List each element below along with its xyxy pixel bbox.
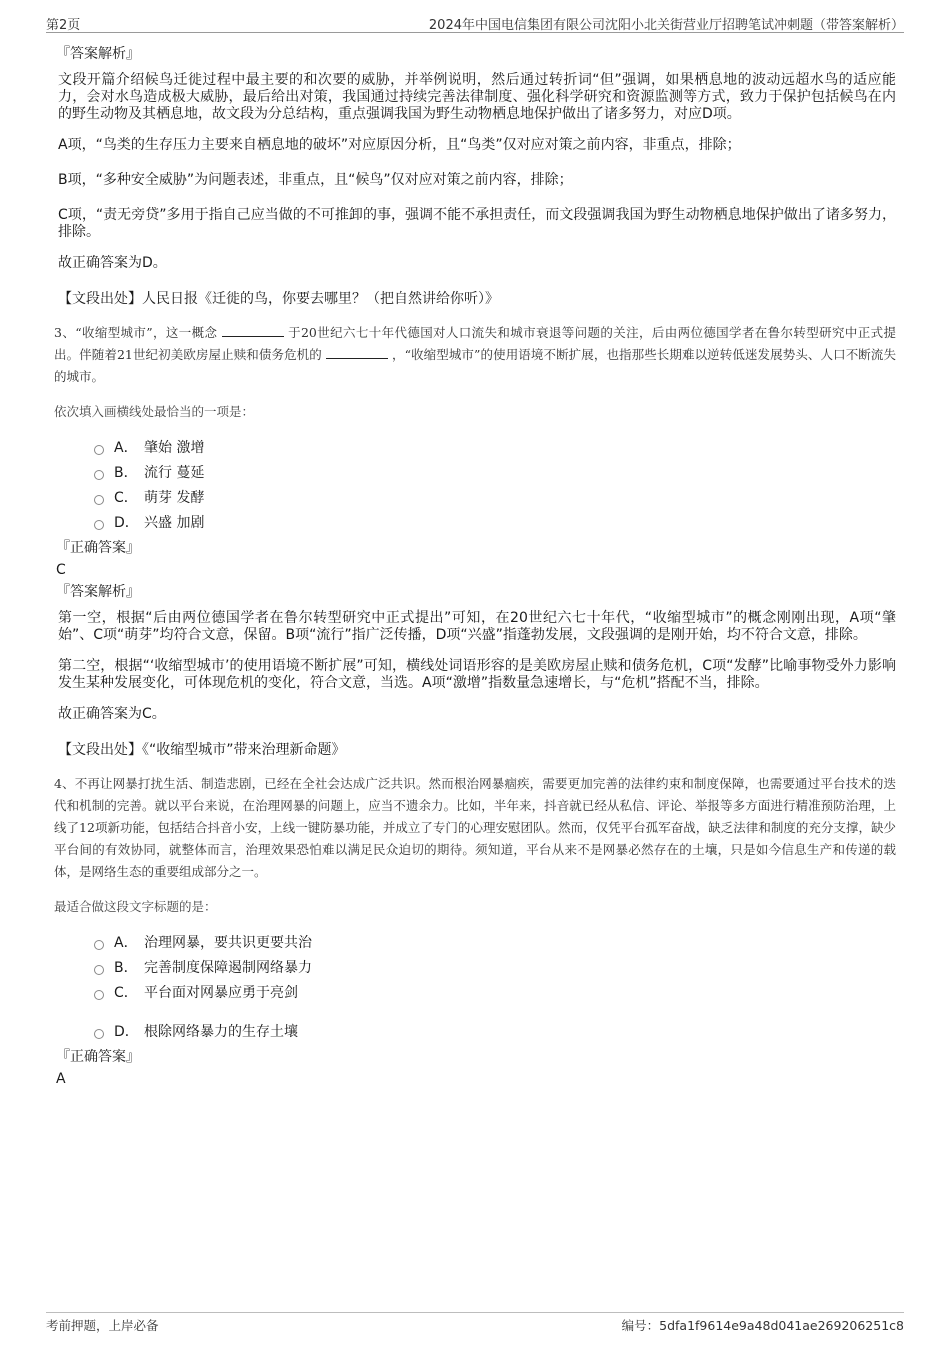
question-4-text: 4、不再让网暴打扰生活、制造悲剧，已经在全社会达成广泛共识。然而根治网暴痼疾，需要更加完善的法律约束和制度保障，也需要通过平台技术的迭代和机制的完善。就以平台来说，在治理网暴的问题上，应当不遗余力。比如，半年来，抖音就已经从私信、评论、举报等多方面进行精准预防治理，上线了12项新功能，包括结合抖音小安，上线一键防暴功能，并成立了专门的心理安慰团队。然而，仅凭平台孤军奋战，缺乏法律和制度的充分支撑，缺少平台间的有效协同，就整体而言，治理效果恐怕难以满足民众迫切的期待。须知道，平台从来不是网暴必然存在的土壤，只是如今信息生产和传递的载体，是网络生态的重要组成部分之一。 bbox=[54, 776, 896, 879]
analysis-paragraph: B项，“多种安全威胁”为问题表述，非重点，且“候鸟”仅对应对策之前内容，排除； bbox=[58, 172, 573, 188]
correct-answer: C bbox=[56, 562, 66, 578]
radio-icon[interactable] bbox=[94, 940, 104, 950]
analysis-tag: 『答案解析』 bbox=[56, 46, 140, 62]
analysis-tag: 『答案解析』 bbox=[56, 584, 140, 600]
fill-blank bbox=[326, 346, 388, 359]
correct-answer-tag: 『正确答案』 bbox=[56, 540, 140, 556]
page-content bbox=[54, 44, 896, 1091]
analysis-paragraph: 第一空，根据“后由两位德国学者在鲁尔转型研究中正式提出”可知，在20世纪六七十年代，“收缩型城市”的概念刚刚出现，A项“肇始”、C项“萌芽”均符合文意，保留。B项“流行”指广泛传播，D项“兴盛”指蓬勃发展，文段强调的是刚开始，均不符合文意，排除。 bbox=[58, 610, 896, 643]
radio-icon[interactable] bbox=[94, 990, 104, 1000]
question-3-prompt: 依次填入画横线处最恰当的一项是： bbox=[54, 404, 255, 419]
footer-slogan: 考前押题，上岸必备 bbox=[46, 1318, 159, 1333]
option-c[interactable]: C． 萌芽 发酵 bbox=[94, 484, 896, 509]
page-header bbox=[46, 12, 904, 33]
correct-answer-tag: 『正确答案』 bbox=[56, 1049, 140, 1065]
question-4-prompt: 最适合做这段文字标题的是： bbox=[54, 899, 217, 914]
option-d[interactable]: D． 根除网络暴力的生存土壤 bbox=[94, 1018, 896, 1043]
option-d[interactable]: D． 兴盛 加剧 bbox=[94, 509, 896, 534]
question-3-text: 3、“收缩型城市”，这一概念 于20世纪六七十年代德国对人口流失和城市衰退等问题的关注，后由两位德国学者在鲁尔转型研究中正式提出。伴随着21世纪初美欧房屋止赎和债务危机的 ，“收缩型城市”的使用语境不断扩展，也指那些长期难以逆转低迷发展势头、人口不断流失的城市。 bbox=[54, 325, 896, 384]
page-footer bbox=[46, 1312, 904, 1335]
document-title: 2024年中国电信集团有限公司沈阳小北关街营业厅招聘笔试冲刺题（带答案解析） bbox=[428, 18, 904, 33]
fill-blank bbox=[222, 324, 284, 337]
radio-icon[interactable] bbox=[94, 1029, 104, 1039]
option-a[interactable]: A． 治理网暴，要共识更要共治 bbox=[94, 929, 896, 954]
radio-icon[interactable] bbox=[94, 470, 104, 480]
radio-icon[interactable] bbox=[94, 520, 104, 530]
option-c[interactable]: C． 平台面对网暴应勇于亮剑 bbox=[94, 979, 896, 1004]
correct-answer: A bbox=[56, 1071, 66, 1087]
option-a[interactable]: A． 肇始 激增 bbox=[94, 434, 896, 459]
analysis-paragraph: A项，“鸟类的生存压力主要来自栖息地的破坏”对应原因分析，且“鸟类”仅对应对策之前内容，非重点，排除； bbox=[58, 137, 741, 153]
radio-icon[interactable] bbox=[94, 965, 104, 975]
question-4-options bbox=[94, 929, 896, 1043]
document-id: 编号：5dfa1f9614e9a48d041ae269206251c8 bbox=[621, 1318, 904, 1333]
analysis-paragraph: 第二空，根据“‘收缩型城市’的使用语境不断扩展”可知，横线处词语形容的是美欧房屋止赎和债务危机，C项“发酵”比喻事物受外力影响发生某种发展变化，可体现危机的变化，符合文意，当选。A项“激增”指数量急速增长，与“危机”搭配不当，排除。 bbox=[58, 658, 896, 691]
radio-icon[interactable] bbox=[94, 445, 104, 455]
passage-source: 【文段出处】《“收缩型城市”带来治理新命题》 bbox=[58, 742, 346, 758]
passage-source: 【文段出处】人民日报《迁徙的鸟，你要去哪里？（把自然讲给你听）》 bbox=[58, 291, 499, 307]
page-number: 第2页 bbox=[46, 18, 81, 33]
analysis-paragraph: 故正确答案为C。 bbox=[58, 706, 166, 722]
option-b[interactable]: B． 完善制度保障遏制网络暴力 bbox=[94, 954, 896, 979]
analysis-paragraph: C项，“责无旁贷”多用于指自己应当做的不可推卸的事，强调不能不承担责任，而文段强调我国为野生动物栖息地保护做出了诸多努力，排除。 bbox=[58, 207, 896, 240]
radio-icon[interactable] bbox=[94, 495, 104, 505]
option-b[interactable]: B． 流行 蔓延 bbox=[94, 459, 896, 484]
question-3-options bbox=[94, 434, 896, 534]
analysis-paragraph: 文段开篇介绍候鸟迁徙过程中最主要的和次要的威胁，并举例说明，然后通过转折词“但”强调，如果栖息地的波动远超水鸟的适应能力，会对水鸟造成极大威胁，最后给出对策，我国通过持续完善法律制度、强化科学研究和资源监测等方式，致力于保护包括候鸟在内的野生动物及其栖息地，故文段为分总结构，重点强调我国为野生动物栖息地保护做出了诸多努力，对应D项。 bbox=[58, 72, 896, 122]
analysis-paragraph: 故正确答案为D。 bbox=[58, 255, 167, 271]
